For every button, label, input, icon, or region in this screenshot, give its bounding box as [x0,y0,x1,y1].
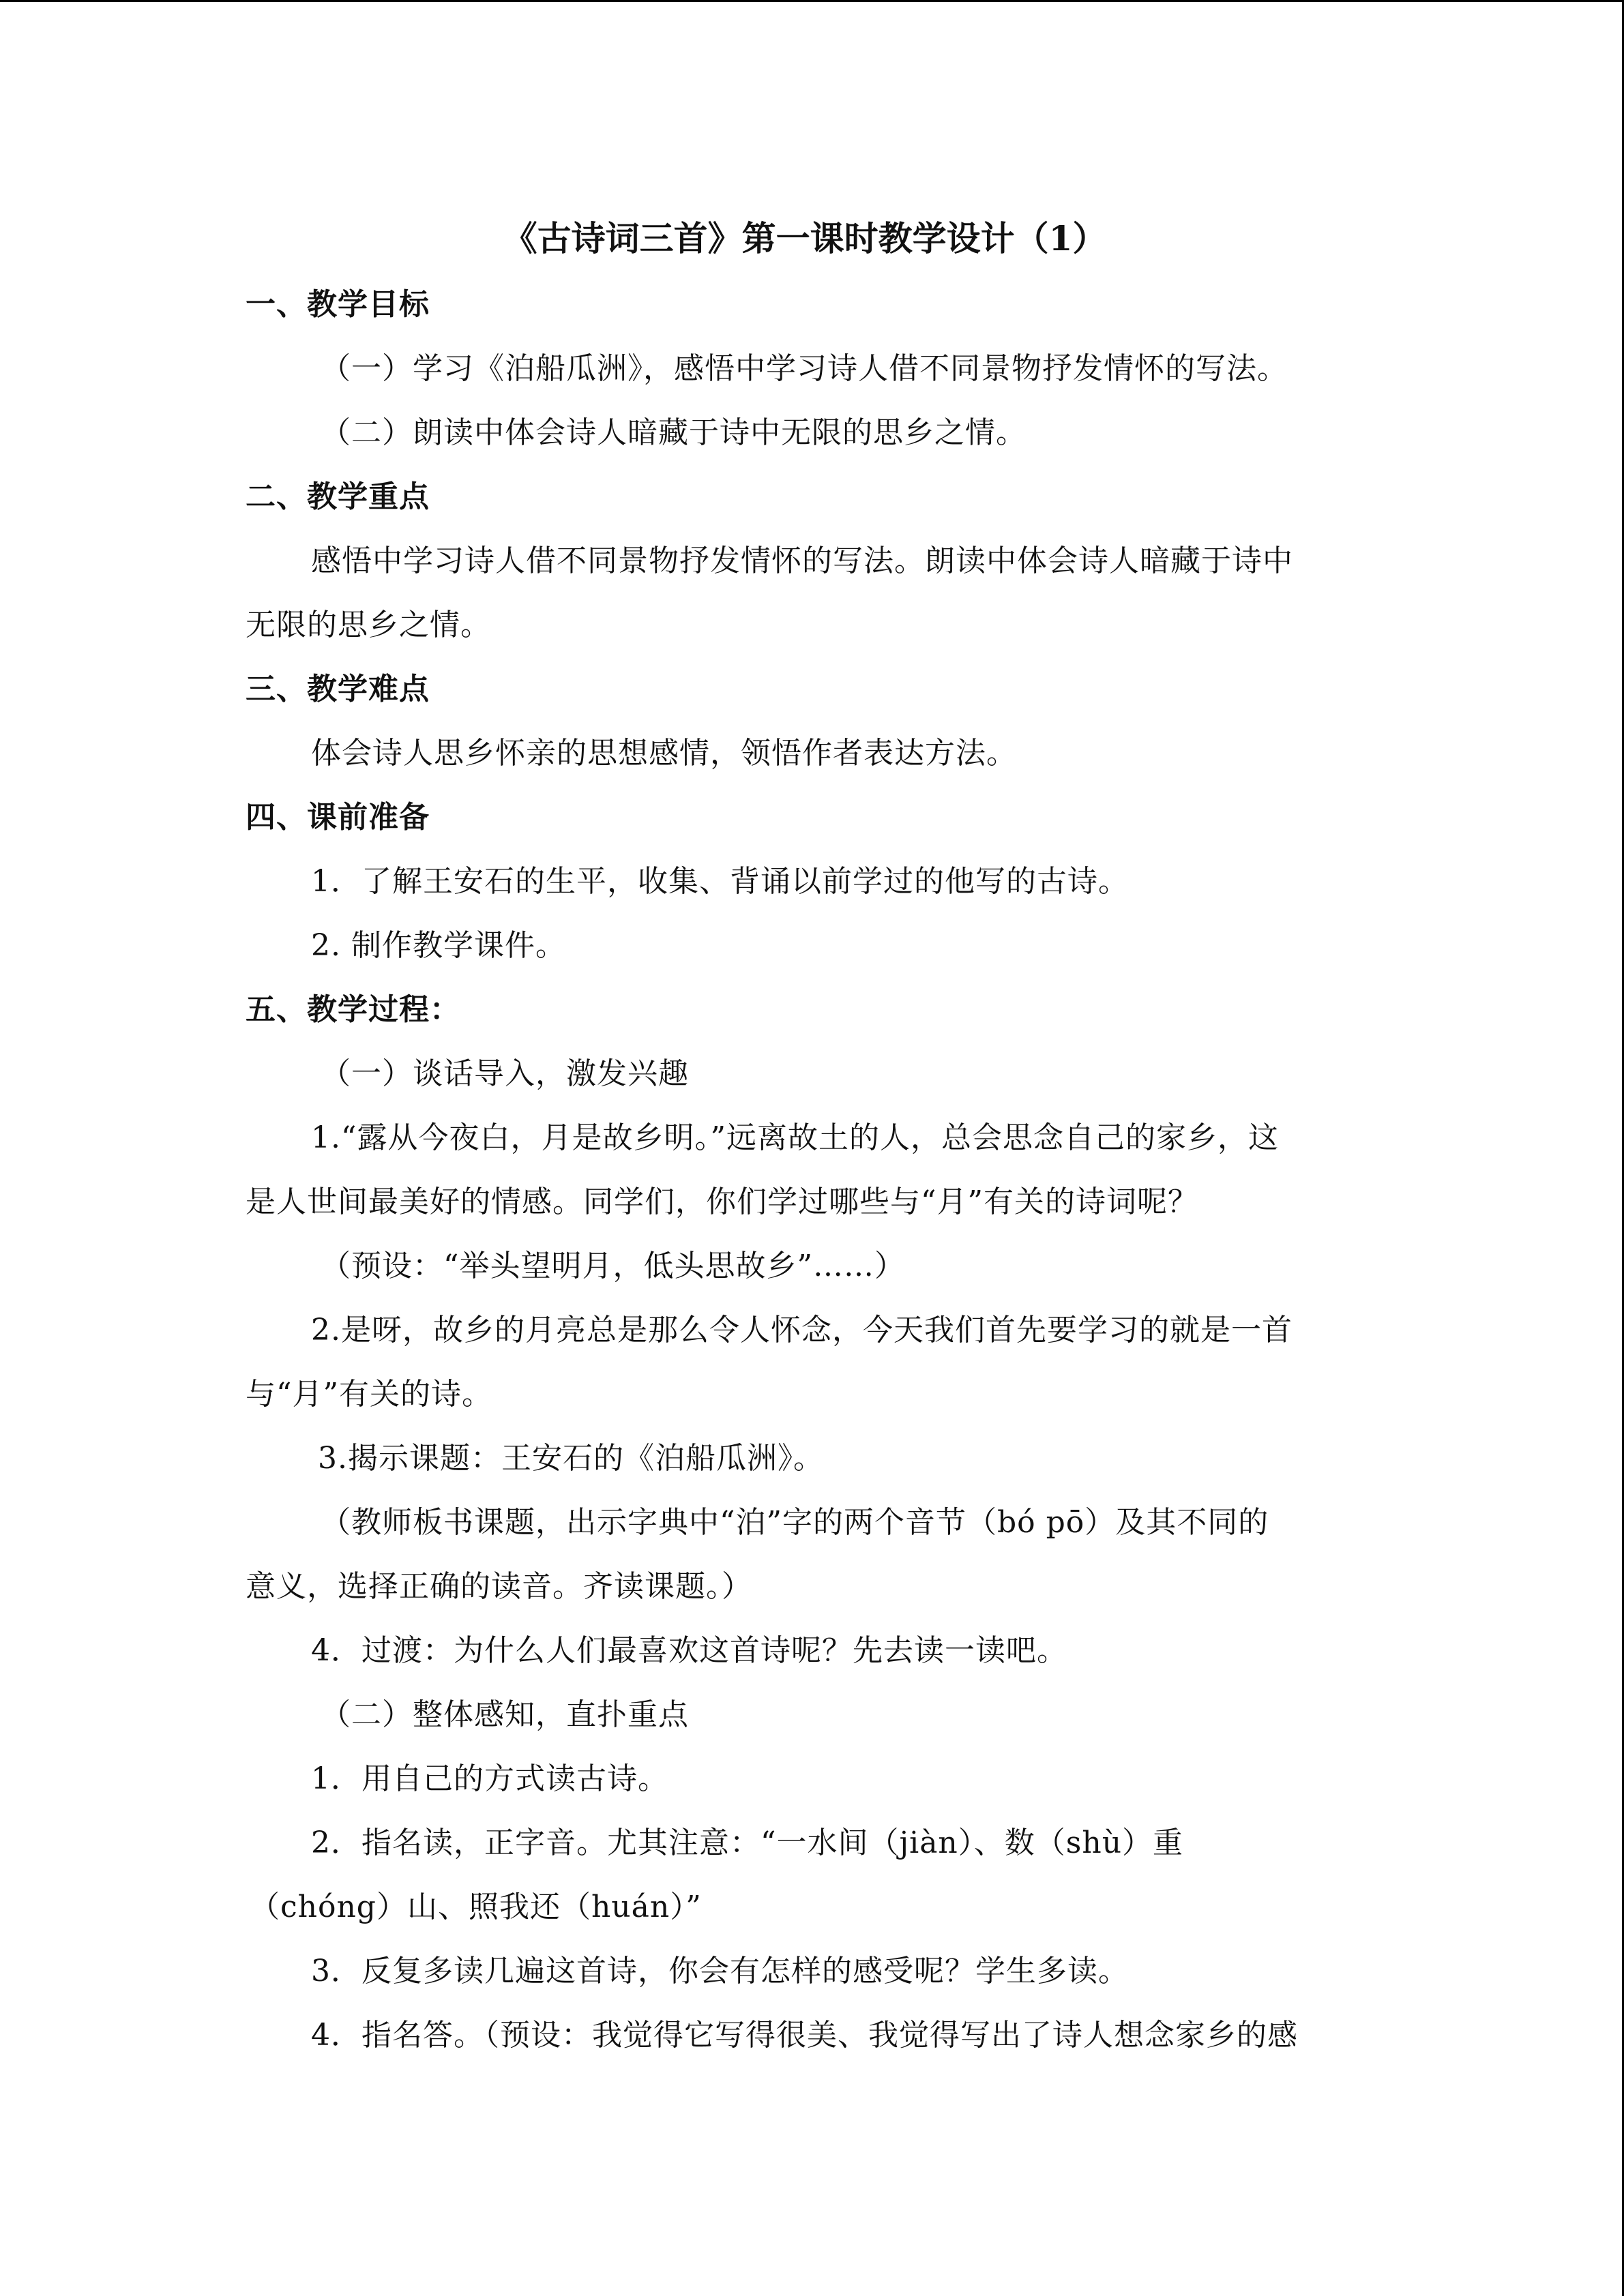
document-lines [246,273,1378,2068]
paragraph-line: 3.揭示课题：王安石的《泊船瓜洲》。 [318,1441,824,1476]
section-heading: 一、教学目标 [246,287,430,322]
paragraph-continuation: 与“月”有关的诗。 [246,1377,492,1412]
paragraph-line: 2.是呀，故乡的月亮总是那么令人怀念，今天我们首先要学习的就是一首 [311,1313,1293,1347]
paragraph-continuation: （chóng）山、照我还（huán）” [250,1890,702,1924]
paragraph-line: 感悟中学习诗人借不同景物抒发情怀的写法。朗读中体会诗人暗藏于诗中 [311,543,1293,578]
section-heading: 二、教学重点 [246,479,430,514]
page-title: 《古诗词三首》第一课时教学设计（1） [503,218,1107,258]
paragraph-line: 1．了解王安石的生平，收集、背诵以前学过的他写的古诗。 [311,864,1129,899]
paragraph-line: （预设：“举头望明月，低头思故乡”……） [321,1249,905,1283]
paragraph-continuation: 意义，选择正确的读音。齐读课题。） [246,1569,752,1604]
paragraph-line: （二）整体感知，直扑重点 [321,1697,689,1732]
section-heading: 四、课前准备 [246,800,430,835]
paragraph-line: 4．指名答。（预设：我觉得它写得很美、我觉得写出了诗人想念家乡的感 [311,2018,1298,2053]
section-heading: 三、教学难点 [246,672,430,706]
paragraph-line: （教师板书课题，出示字典中“泊”字的两个音节（bó pō）及其不同的 [321,1505,1269,1540]
paragraph-line: （二）朗读中体会诗人暗藏于诗中无限的思乡之情。 [321,415,1027,450]
paragraph-line: 体会诗人思乡怀亲的思想感情，领悟作者表达方法。 [311,736,1017,771]
paragraph-line: 4．过渡：为什么人们最喜欢这首诗呢？先去读一读吧。 [311,1633,1067,1668]
paragraph-continuation: 是人世间最美好的情感。同学们，你们学过哪些与“月”有关的诗词呢？ [246,1184,1198,1219]
paragraph-line: 1.“露从今夜白，月是故乡明。”远离故土的人，总会思念自己的家乡，这 [311,1120,1279,1155]
document-body [246,205,1378,2068]
paragraph-line: （一）学习《泊船瓜洲》，感悟中学习诗人借不同景物抒发情怀的写法。 [321,351,1288,386]
paragraph-line: 2. 制作教学课件。 [311,928,566,963]
paragraph-continuation: 无限的思乡之情。 [246,608,491,642]
paragraph-line: （一）谈话导入，激发兴趣 [321,1056,689,1091]
paragraph-line: 2．指名读，正字音。尤其注意：“一水间（jiàn）、数（shù）重 [311,1825,1184,1860]
paragraph-line: 3．反复多读几遍这首诗，你会有怎样的感受呢？学生多读。 [311,1954,1129,1988]
page-border-top [0,0,1624,2]
paragraph-line: 1．用自己的方式读古诗。 [311,1761,668,1796]
section-heading: 五、教学过程： [246,992,460,1027]
